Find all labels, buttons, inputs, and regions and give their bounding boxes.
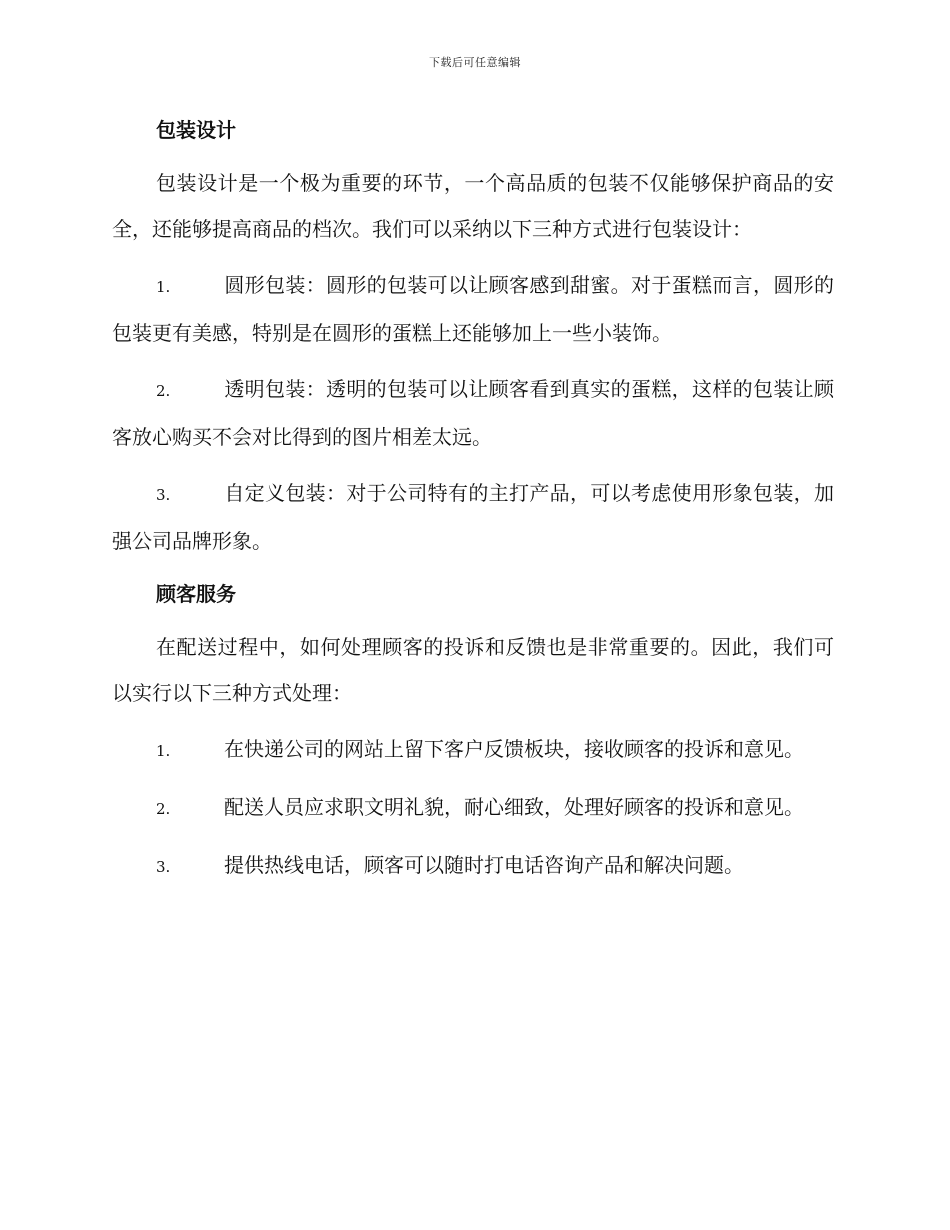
document-body <box>112 110 834 900</box>
list-number: 2. <box>156 382 171 400</box>
list-item-text: 透明包装：透明的包装可以让顾客看到真实的蛋糕，这样的包装让顾客放心购买不会对比得到的图片相差太远。 <box>112 377 834 449</box>
list-item-text: 提供热线电话，顾客可以随时打电话咨询产品和解决问题。 <box>224 853 744 877</box>
section-intro-packaging: 包装设计是一个极为重要的环节，一个高品质的包装不仅能够保护商品的安全，还能够提高商品的档次。我们可以采纳以下三种方式进行包装设计： <box>112 171 834 241</box>
list-item <box>112 726 834 774</box>
list-number: 2. <box>156 800 171 818</box>
list-item-text: 圆形包装：圆形的包装可以让顾客感到甜蜜。对于蛋糕而言，圆形的包装更有美感，特别是在圆形的蛋糕上还能够加上一些小装饰。 <box>112 273 834 345</box>
list-item-text: 在快递公司的网站上留下客户反馈板块，接收顾客的投诉和意见。 <box>224 737 804 761</box>
list-number: 1. <box>156 278 171 296</box>
list-item-text: 配送人员应求职文明礼貌，耐心细致，处理好顾客的投诉和意见。 <box>224 795 804 819</box>
section-intro-customer-service: 在配送过程中，如何处理顾客的投诉和反馈也是非常重要的。因此，我们可以实行以下三种方式处理： <box>112 635 834 705</box>
list-item <box>112 262 834 356</box>
list-item <box>112 784 834 832</box>
list-item <box>112 366 834 460</box>
list-item <box>112 842 834 890</box>
list-number: 1. <box>156 742 171 760</box>
list-item-text: 自定义包装：对于公司特有的主打产品，可以考虑使用形象包装，加强公司品牌形象。 <box>112 481 834 553</box>
list-number: 3. <box>156 486 171 504</box>
section-heading-packaging: 包装设计 <box>156 118 236 142</box>
list-item <box>112 470 834 564</box>
section-heading-customer-service: 顾客服务 <box>156 582 236 606</box>
page-header: 下载后可任意编辑 <box>429 56 521 69</box>
list-number: 3. <box>156 858 171 876</box>
